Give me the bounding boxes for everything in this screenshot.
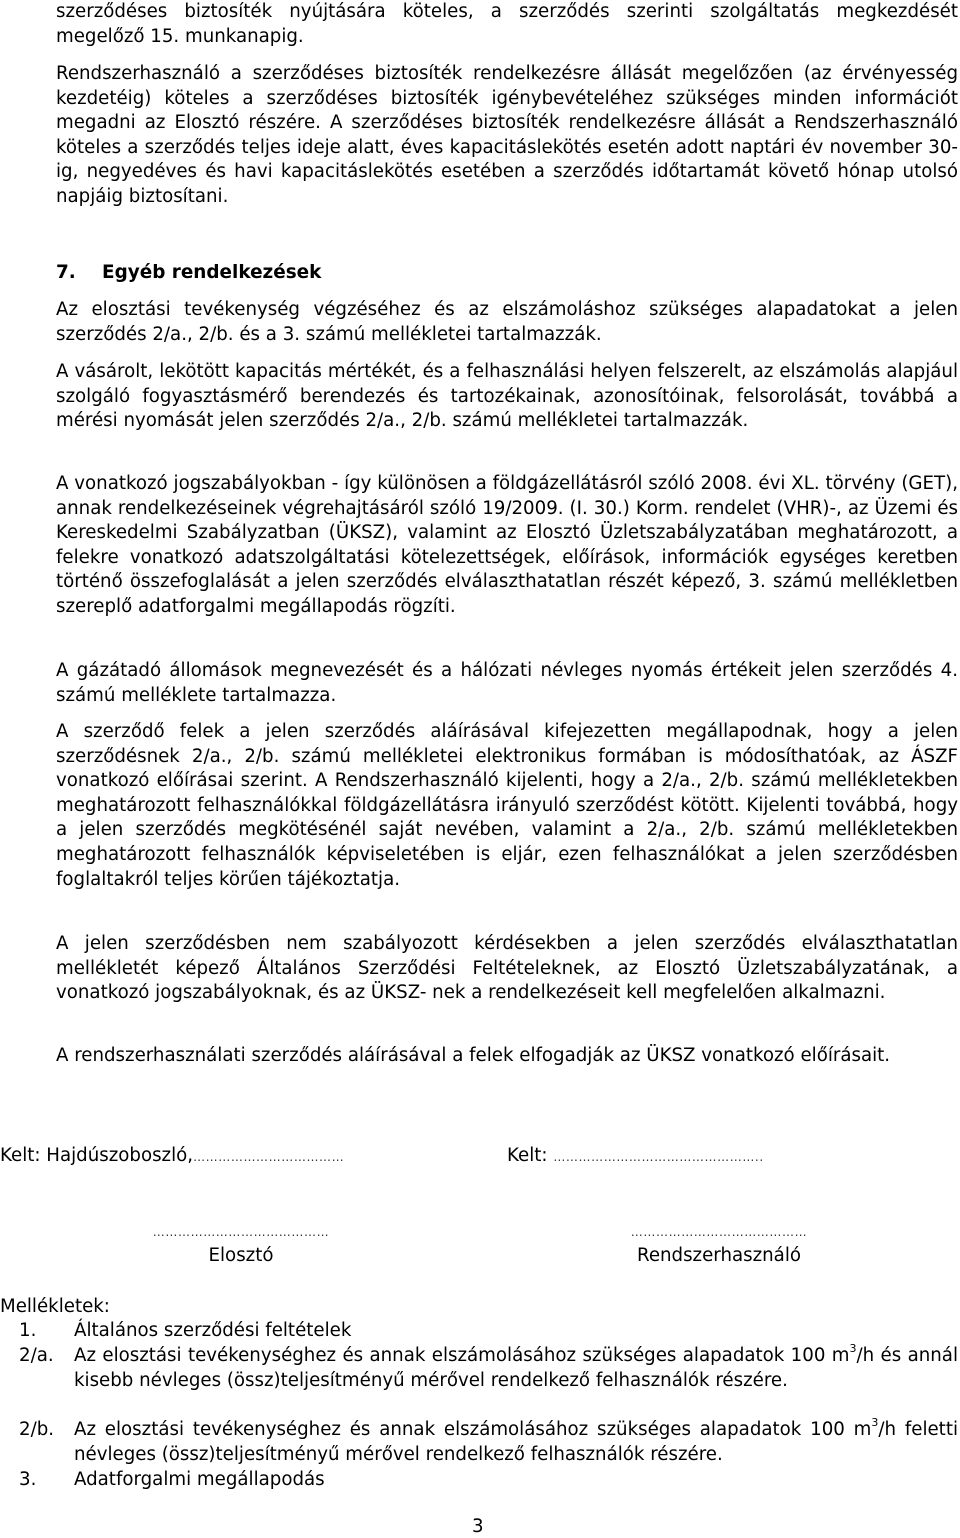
signature-left [96,1220,386,1268]
signature-right-name: Rendszerhasználó [637,1245,801,1266]
attachment-2b-text [74,1415,958,1467]
signature-left-name: Elosztó [208,1245,274,1266]
paragraph-3: A vonatkozó jogszabályokban - így különösen a földgázellátásról szóló 2008. évi XL. törvény (GET), annak rendelkezéseinek végrehajtásáról szóló 19/2009. (I. 30.) Korm. rendelet (VHR)-, az Üzemi és Kereskedelmi Szabályzatban (ÜKSZ), valamint az Elosztó Üzletszabályzatában meghatározott, a felekre vonatkozó adatszolgáltatási kötelezettségek, előírások, információk egységes keretben történő összefoglalását a jelen szerződés elválaszthatatlan részét képező, 3. számú mellékletben szereplő adatforgalmi megállapodás rögzíti. [56,473,958,617]
attachment-2a-text-a: Az elosztási tevékenységhez és annak elszámolásához szükséges alapadatok 100 m [74,1345,850,1366]
paragraph-4: A gázátadó állomások megnevezését és a hálózati névleges nyomás értékeit jelen szerződés 4. számú melléklete tartalmazza. [56,660,958,706]
attachment-1-text: Általános szerződési feltételek [74,1320,352,1341]
attachment-3-label: 3. [19,1469,37,1490]
attachment-2a-label: 2/a. [19,1345,54,1366]
attachment-2a-sup: 3 [849,1341,857,1355]
signature-left-line: …………………………………… [152,1225,330,1239]
page-number: 3 [472,1516,484,1537]
attachment-2a-text-b: /h és annál kisebb névleges (össz)teljesítményű mérővel rendelkező felhasználók részére. [74,1345,959,1391]
attachment-2b-text-a: Az elosztási tevékenységhez és annak elszámolásához szükséges alapadatok 100 m [74,1419,872,1440]
attachment-2b-sup: 3 [871,1415,879,1429]
section-number: 7. [56,262,76,283]
kelt-right-dots: ………………………………………….. [553,1150,764,1164]
kelt-left-label: Kelt: Hajdúszoboszló, [0,1145,194,1166]
attachment-2b [0,1415,958,1468]
attachment-3-text: Adatforgalmi megállapodás [74,1469,325,1490]
attachments-title: Mellékletek: [0,1296,110,1317]
attachment-2b-text-b: /h feletti névleges (össz)teljesítményű mérővel rendelkező felhasználók részére. [74,1419,958,1465]
paragraph-6: A jelen szerződésben nem szabályozott kérdésekben a jelen szerződés elválaszthatatlan mellékletét képező Általános Szerződési Feltételeknek, az Elosztó Üzletszabályzatának, a vonatkozó jogszabályoknak, és az ÜKSZ- nek a rendelkezéseit kell megfelelően alkalmazni. [56,933,958,1004]
signature-right [574,1220,864,1268]
paragraph-1: Az elosztási tevékenység végzéséhez és az elszámoláshoz szükséges alapadatokat a jelen szerződés 2/a., 2/b. és a 3. számú mellékletei tartalmazzák. [56,299,958,345]
paragraph-rendszerhasznalo: Rendszerhasználó a szerződéses biztosíték rendelkezésre állását megelőzően (az érvényesség kezdetéig) köteles a szerződéses biztosíték igénybevételéhez szükséges minden információt megadni az Elosztó részére. A szerződéses biztosíték rendelkezésre állását a Rendszerhasználó köteles a szerződés teljes ideje alatt, éves kapacitáslekötés esetén adott naptári év november 30-ig, negyedéves és havi kapacitáslekötés esetében a szerződés időtartamát követő hónap utolsó napjáig biztosítani. [56,63,958,207]
signature-right-line: …………………………………… [630,1225,808,1239]
paragraph-top: szerződéses biztosíték nyújtására köteles, a szerződés szerinti szolgáltatás megkezdését megelőző 15. munkanapig. [56,1,958,47]
paragraph-5: A szerződő felek a jelen szerződés aláírásával kifejezetten megállapodnak, hogy a jelen szerződésnek 2/a., 2/b. számú mellékletei elektronikus formában is módosíthatóak, az ÁSZF vonatkozó előírásai szerint. A Rendszerhasználó kijelenti, hogy a 2/a., 2/b. számú mellékletekben meghatározott felhasználókkal földgázellátásra irányuló szerződést kötött. Kijelenti továbbá, hogy a jelen szerződés megkötésénél saját nevében, valamint a 2/a., 2/b. számú mellékletekben meghatározott felhasználók képviseletében is eljár, ezen felhasználókat a jelen szerződésben foglaltakról teljes körűen tájékoztatja. [56,721,958,890]
attachment-1 [0,1319,958,1344]
paragraph-2: A vásárolt, lekötött kapacitás mértékét, és a felhasználási helyen felszerelt, az elszámolás alapjául szolgáló fogyasztásmérő berendezés és tartozékainak, azonosítóinak, felsorolását, továbbá a mérési nyomását jelen szerződés 2/a., 2/b. számú mellékletei tartalmazzák. [56,361,958,432]
attachment-2a [0,1341,959,1418]
kelt-left [0,1144,344,1169]
paragraph-7: A rendszerhasználati szerződés aláírásával a felek elfogadják az ÜKSZ vonatkozó előírásait. [56,1045,891,1066]
attachment-1-label: 1. [19,1320,37,1341]
attachment-2b-label: 2/b. [19,1419,55,1440]
section-heading [56,260,321,285]
attachment-2a-text [74,1341,959,1393]
attachment-3 [0,1468,958,1493]
kelt-right [507,1144,764,1169]
kelt-right-label: Kelt: [507,1145,548,1166]
section-title: Egyéb rendelkezések [102,262,322,283]
kelt-left-dots: ……………………………… [193,1150,345,1164]
